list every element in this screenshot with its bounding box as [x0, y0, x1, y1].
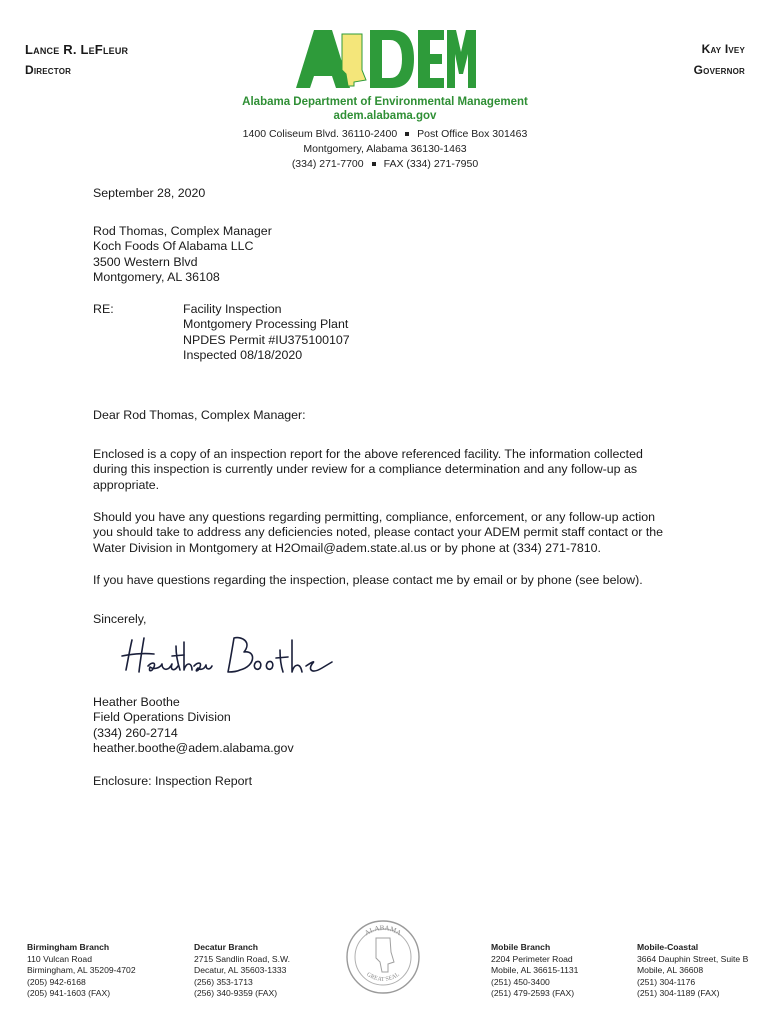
branch-line: 110 Vulcan Road — [27, 953, 92, 964]
branch-mobile — [491, 942, 578, 1000]
body-paragraph: Enclosed is a copy of an inspection report for the above referenced facility. The information collected during this inspection is currently under review for a compliance determination and any follow-up as appropriate. — [93, 447, 643, 492]
director-title: Director — [25, 63, 72, 77]
governor-title: Governor — [693, 63, 745, 77]
agency-address — [0, 127, 770, 172]
bullet-square-icon — [405, 132, 409, 136]
bullet-square-icon — [372, 162, 376, 166]
branch-line: (205) 942-6168 — [27, 976, 86, 987]
signer-block — [93, 695, 678, 756]
branch-name: Decatur Branch — [194, 942, 258, 952]
governor-name: Kay Ivey — [701, 42, 745, 56]
seal-text-bottom: GREAT SEAL — [365, 971, 401, 983]
branch-line: 3664 Dauphin Street, Suite B — [637, 953, 749, 964]
signer-phone: (334) 260-2714 — [93, 725, 178, 740]
signer-name: Heather Boothe — [93, 695, 180, 709]
agency-name: Alabama Department of Environmental Management — [242, 96, 528, 108]
branch-line: 2715 Sandlin Road, S.W. — [194, 953, 291, 964]
branch-line: Birmingham, AL 35209-4702 — [27, 965, 136, 976]
branch-line: (251) 479-2593 (FAX) — [491, 988, 575, 999]
letter-date: September 28, 2020 — [93, 186, 206, 200]
re-label: RE: — [93, 302, 114, 316]
adem-logo — [296, 30, 476, 88]
branch-line: Decatur, AL 35603-1333 — [194, 965, 287, 976]
body-paragraph: If you have questions regarding the inspection, please contact me by email or by phone (see below). — [93, 573, 643, 587]
seal-text-top: ALABAMA — [363, 923, 403, 938]
svg-text:GREAT SEAL — [365, 972, 401, 984]
enclosure-line: Enclosure: Inspection Report — [93, 774, 253, 788]
branch-name: Birmingham Branch — [27, 942, 110, 952]
agency-phone: (334) 271-7700 — [291, 158, 364, 170]
logo-text: ADEM — [386, 64, 389, 65]
body-paragraph: Should you have any questions regarding permitting, compliance, enforcement, or any follow-up action you should take to address any deficiencies noted, please contact your ADEM permit staff contact or the Water Division in Montgomery at H2Omail@adem.state.al.us or by phone at (334) 271-7810. — [93, 510, 664, 555]
director-block — [25, 39, 128, 81]
re-line: Montgomery Processing Plant — [183, 317, 349, 332]
handwritten-signature — [118, 632, 348, 682]
branch-line: (251) 304-1176 — [637, 976, 696, 987]
address-street: 1400 Coliseum Blvd. 36110-2400 — [242, 128, 398, 140]
branch-line: (251) 450-3400 — [491, 976, 550, 987]
branch-line: Mobile, AL 36615-1131 — [491, 965, 579, 976]
branch-line: Mobile, AL 36608 — [637, 965, 704, 976]
recipient-address — [93, 224, 678, 285]
agency-heading — [0, 95, 770, 123]
branch-name: Mobile Branch — [491, 942, 551, 952]
branch-line: (251) 304-1189 (FAX) — [637, 988, 720, 999]
re-line: Facility Inspection — [183, 302, 282, 316]
recipient-line: Koch Foods Of Alabama LLC — [93, 239, 254, 254]
re-line: NPDES Permit #IU375100107 — [183, 332, 350, 347]
closing: Sincerely, — [93, 612, 147, 626]
signer-division: Field Operations Division — [93, 710, 231, 725]
salutation: Dear Rod Thomas, Complex Manager: — [93, 408, 306, 422]
branch-line: 2204 Perimeter Road — [491, 953, 573, 964]
alabama-seal — [344, 918, 422, 996]
agency-fax: FAX (334) 271-7950 — [383, 158, 479, 170]
recipient-line: Montgomery, AL 36108 — [93, 269, 220, 284]
signer-email: heather.boothe@adem.alabama.gov — [93, 740, 294, 755]
branch-line: (256) 353-1713 — [194, 976, 253, 987]
address-city: Montgomery, Alabama 36130-1463 — [303, 143, 467, 155]
re-subject — [183, 302, 350, 363]
branch-line: (256) 340-9359 (FAX) — [194, 988, 278, 999]
branch-line: (205) 941-1603 (FAX) — [27, 988, 111, 999]
svg-text:ALABAMA — [363, 924, 403, 937]
recipient-line: 3500 Western Blvd — [93, 254, 198, 269]
re-line: Inspected 08/18/2020 — [183, 347, 303, 362]
branch-mobile-coastal — [637, 942, 748, 1000]
branch-decatur — [194, 942, 290, 1000]
agency-website: adem.alabama.gov — [333, 110, 437, 122]
recipient-line: Rod Thomas, Complex Manager — [93, 224, 272, 238]
branch-birmingham — [27, 942, 136, 1000]
governor-block — [694, 39, 745, 81]
director-name: Lance R. LeFleur — [25, 42, 129, 57]
branch-name: Mobile-Coastal — [637, 942, 699, 952]
address-pobox: Post Office Box 301463 — [417, 128, 528, 140]
signature-text: Heather Boothe — [118, 632, 126, 633]
